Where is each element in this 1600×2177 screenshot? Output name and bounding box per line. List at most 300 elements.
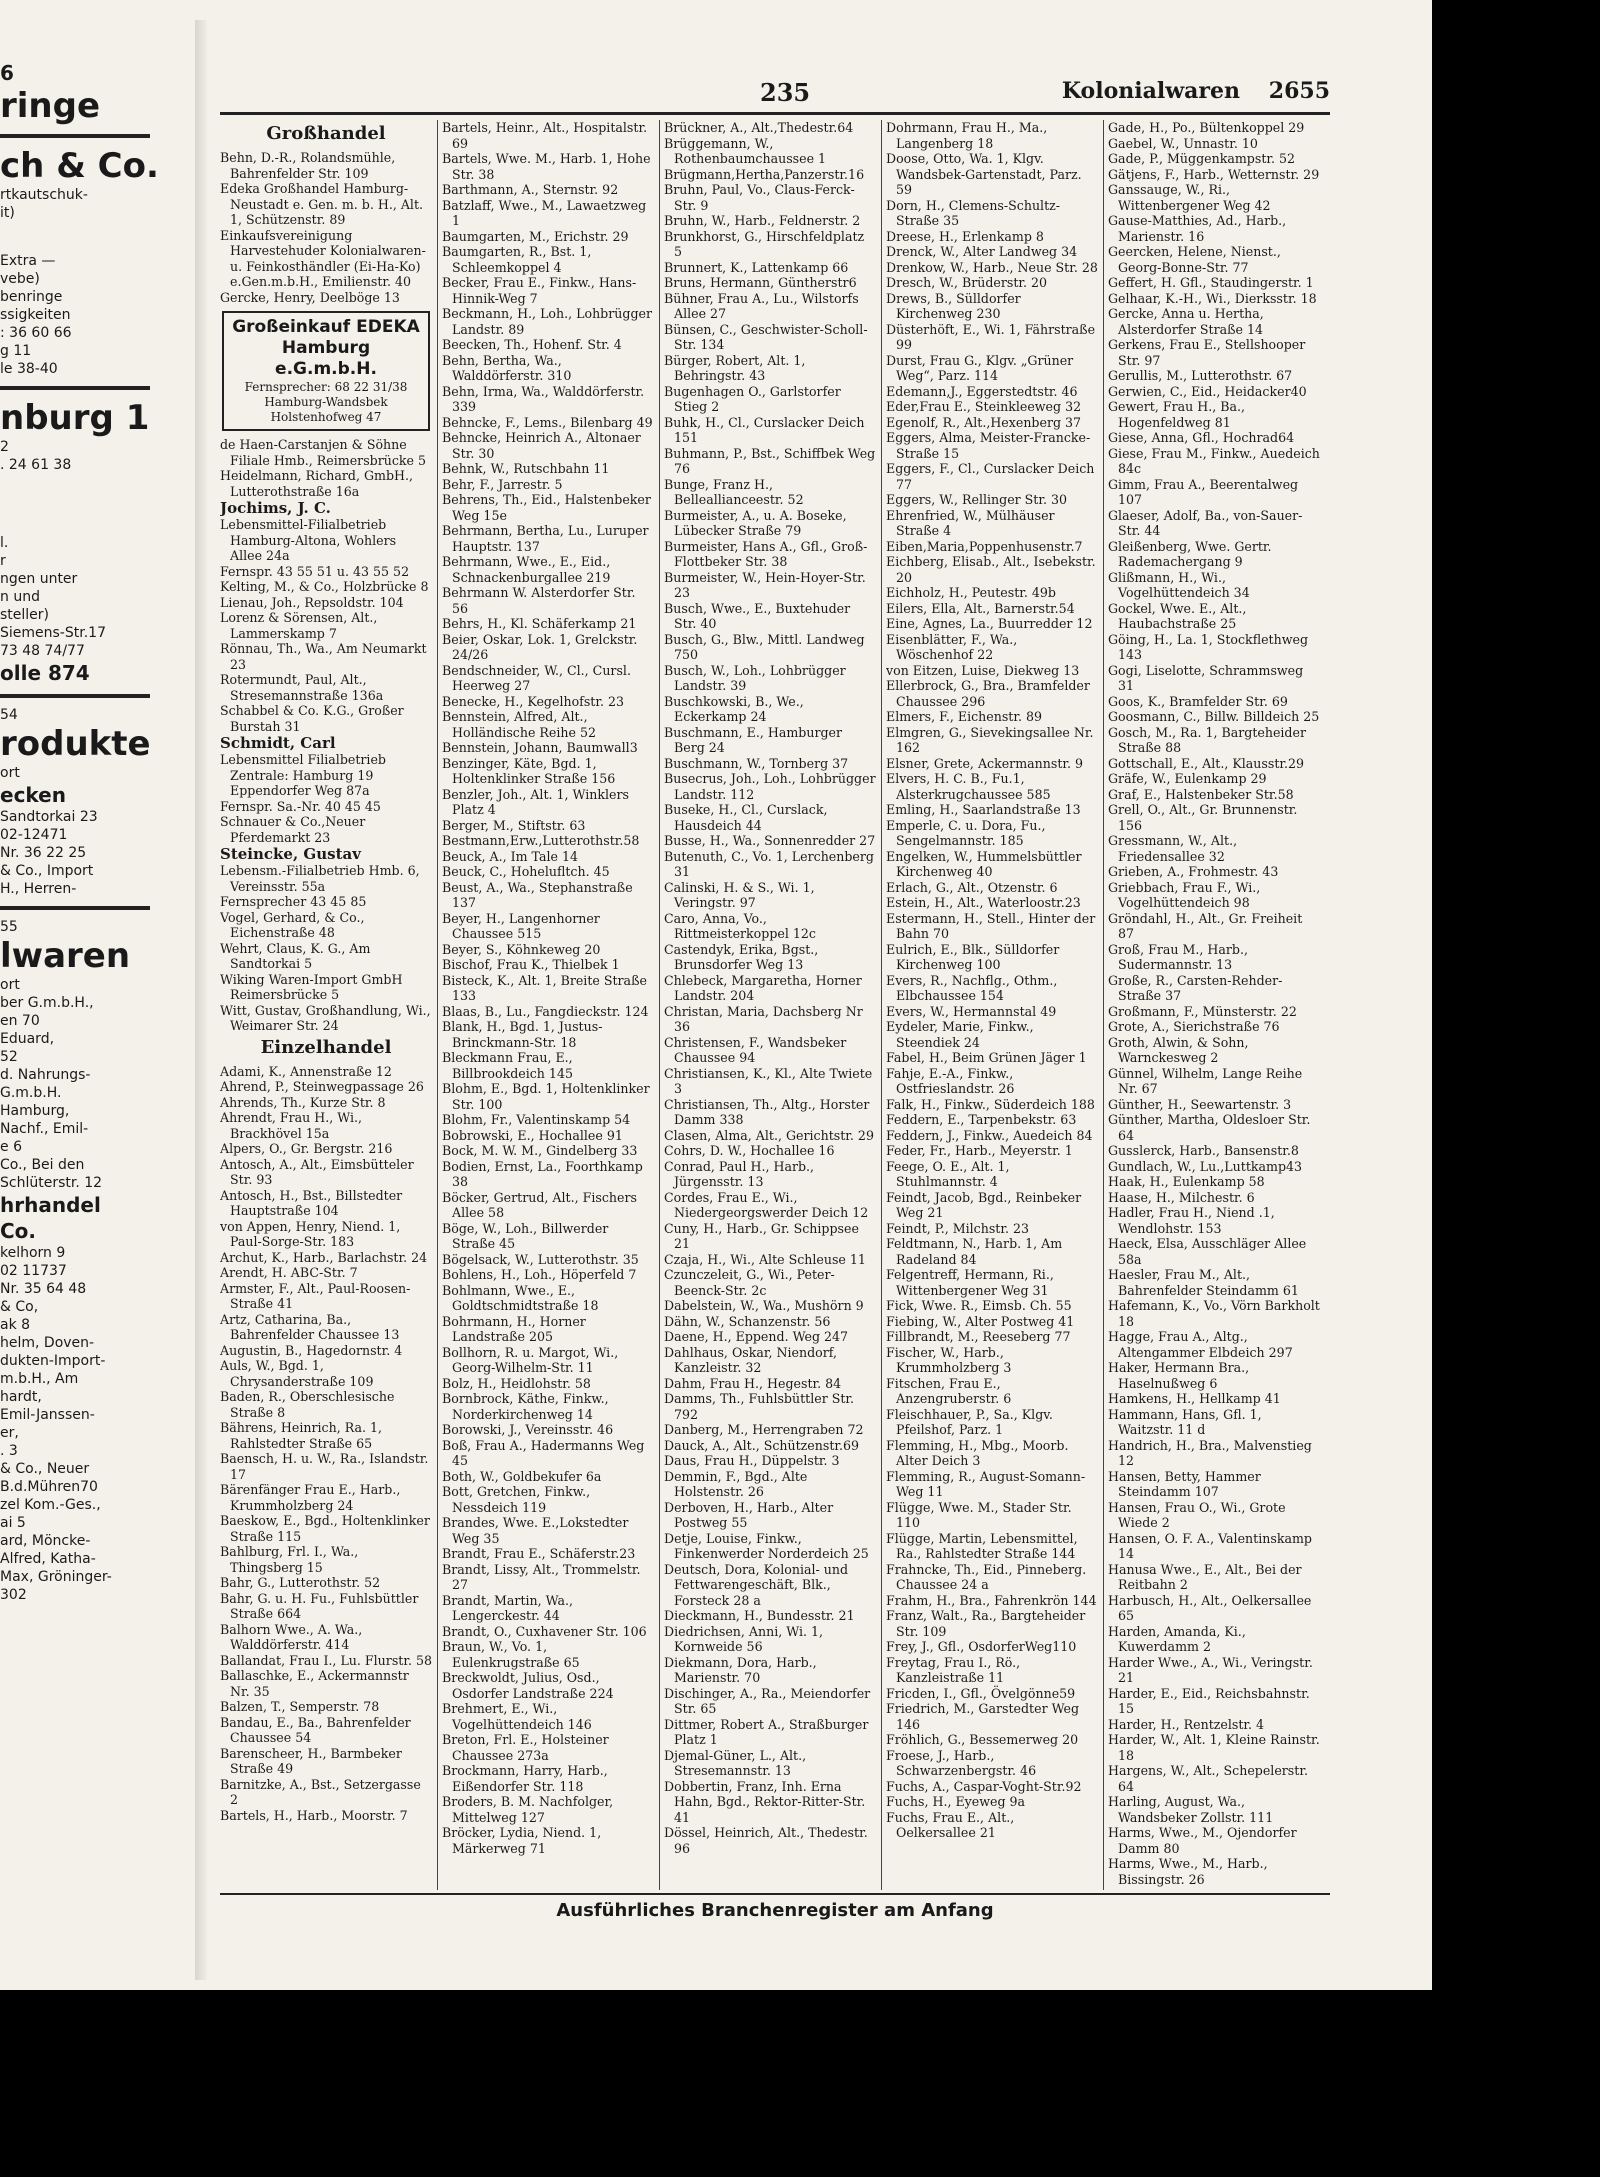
- directory-entry: Ballandat, Frau I., Lu. Flurstr. 58: [220, 1652, 432, 1668]
- firm-name-heading: Jochims, J. C.: [220, 499, 331, 517]
- directory-entry: Grieben, A., Frohmestr. 43: [1108, 864, 1279, 879]
- directory-entry: Brandt, O., Cuxhavener Str. 106: [442, 1623, 647, 1639]
- directory-entry: Dieckmann, H., Bundesstr. 21: [664, 1608, 855, 1623]
- fragment-line: 6: [0, 61, 14, 85]
- directory-entry: Behrmann, Bertha, Lu., Luruper Hauptstr. 137: [442, 523, 649, 554]
- directory-entry: Eggers, W., Rellinger Str. 30: [886, 492, 1068, 507]
- directory-entry: Behr, F., Jarrestr. 5: [442, 476, 563, 492]
- page-number: 235: [760, 78, 811, 107]
- directory-entry: Eine, Agnes, La., Buurredder 12: [886, 616, 1093, 631]
- directory-entry: Heidelmann, Richard, GmbH., Lutterothstraße 16a: [220, 468, 414, 499]
- directory-entry: Gleißenberg, Wwe. Gertr. Rademachergang 9: [1108, 538, 1272, 569]
- directory-entry: Graf, E., Halstenbeker Str.58: [1108, 786, 1294, 802]
- directory-entry: Beecken, Th., Hohenf. Str. 4: [442, 337, 622, 352]
- directory-entry: Castendyk, Erika, Bgst., Brunsdorfer Weg 13: [664, 941, 819, 972]
- directory-entry: Conrad, Paul H., Harb., Jürgensstr. 13: [664, 1158, 815, 1189]
- fragment-line: dukten-Import-: [0, 1353, 106, 1369]
- directory-entry: Buseke, H., Cl., Curslack, Hausdeich 44: [664, 802, 828, 833]
- fragment-line: lwaren: [0, 936, 131, 976]
- directory-entry: Artz, Catharina, Ba., Bahrenfelder Chaussee 13: [220, 1311, 400, 1342]
- fragment-line: le 38-40: [0, 361, 58, 377]
- directory-entry: Haeck, Elsa, Ausschläger Allee 58a: [1108, 1236, 1307, 1267]
- directory-entry: Haak, H., Eulenkamp 58: [1108, 1174, 1265, 1189]
- directory-entry: Blohm, Fr., Valentinskamp 54: [442, 1112, 631, 1127]
- directory-entry: Bodien, Ernst, La., Foorthkamp 38: [442, 1158, 643, 1189]
- ad-title-line: Hamburg e.G.m.b.H.: [275, 338, 377, 379]
- directory-entry: Baden, R., Oberschlesische Straße 8: [220, 1389, 395, 1420]
- directory-entry: Lebensmittel Filialbetrieb Zentrale: Hamburg 19 Eppendorfer Weg 87a: [220, 752, 386, 798]
- directory-entry: Bestmann,Erw.,Lutterothstr.58: [442, 833, 640, 848]
- directory-entry: Hansen, O. F. A., Valentinskamp 14: [1108, 1530, 1312, 1561]
- directory-entry: Gercke, Anna u. Hertha, Alsterdorfer Straße 14: [1108, 306, 1264, 337]
- fragment-line: Max, Gröninger-: [0, 1569, 112, 1585]
- fragment-line: B.d.Mühren70: [0, 1479, 98, 1495]
- fragment-line: ringe: [0, 86, 101, 126]
- directory-entry: Großmann, F., Münsterstr. 22: [1108, 1003, 1297, 1019]
- directory-entry: Doose, Otto, Wa. 1, Klgv. Wandsbek-Gartenstadt, Parz. 59: [886, 151, 1082, 197]
- directory-entry: Griebbach, Frau F., Wi., Vogelhüttendeich 98: [1108, 879, 1261, 910]
- directory-entry: Gaebel, W., Unnastr. 10: [1108, 135, 1258, 151]
- directory-entry: Bünsen, C., Geschwister-Scholl-Str. 134: [664, 321, 868, 352]
- directory-entry: Czunczeleit, G., Wi., Peter-Beenck-Str. 2c: [664, 1267, 835, 1298]
- directory-entry: Baeskow, E., Bgd., Holtenklinker Straße 115: [220, 1513, 430, 1544]
- directory-entry: Christan, Maria, Dachsberg Nr 36: [664, 1003, 863, 1034]
- directory-entry: Brockmann, Harry, Harb., Eißendorfer Str. 118: [442, 1763, 608, 1794]
- directory-entry: Hansen, Frau O., Wi., Grote Wiede 2: [1108, 1499, 1286, 1530]
- directory-entry: Blaas, B., Lu., Fangdieckstr. 124: [442, 1003, 649, 1019]
- fragment-line: rtkautschuk-: [0, 187, 88, 203]
- fragment-rule: [0, 694, 150, 698]
- directory-entry: Goos, K., Bramfelder Str. 69: [1108, 693, 1288, 709]
- page-header: [220, 70, 1330, 110]
- directory-entry: Goosmann, C., Billw. Billdeich 25: [1108, 709, 1320, 724]
- fragment-line: & Co,: [0, 1299, 39, 1315]
- directory-entry: Bandau, E., Ba., Bahrenfelder Chaussee 54: [220, 1714, 411, 1745]
- directory-entry: Auls, W., Bgd. 1, Chrysanderstraße 109: [220, 1358, 374, 1389]
- fragment-line: [0, 474, 190, 504]
- directory-entry: Behn, D.-R., Rolandsmühle, Bahrenfelder Str. 109: [220, 150, 396, 181]
- directory-entry: Fuchs, H., Eyeweg 9a: [886, 1794, 1026, 1809]
- directory-entry: Bröcker, Lydia, Niend. 1, Märkerweg 71: [442, 1825, 602, 1856]
- directory-entry: Elsner, Grete, Ackermannstr. 9: [886, 755, 1084, 771]
- directory-entry: Behn, Irma, Wa., Walddörferstr. 339: [442, 383, 645, 414]
- directory-entry: Danberg, M., Herrengraben 72: [664, 1422, 864, 1437]
- fragment-line: 302: [0, 1587, 27, 1603]
- directory-entry: Eiben,Maria,Poppenhusenstr.7: [886, 538, 1083, 554]
- fragment-line: vebe): [0, 271, 40, 287]
- directory-entry: Hargens, W., Alt., Schepelerstr. 64: [1108, 1763, 1308, 1794]
- directory-entry: Buschmann, E., Hamburger Berg 24: [664, 724, 843, 755]
- directory-entry: Butenuth, C., Vo. 1, Lerchenberg 31: [664, 848, 874, 879]
- directory-entry: Eggers, Alma, Meister-Francke-Straße 15: [886, 430, 1091, 461]
- directory-entry: Brunkhorst, G., Hirschfeldplatz 5: [664, 228, 865, 259]
- fragment-line: ecken: [0, 783, 66, 807]
- directory-entry: Antosch, H., Bst., Billstedter Hauptstraße 104: [220, 1187, 403, 1218]
- directory-entry: Becker, Frau E., Finkw., Hans-Hinnik-Weg 7: [442, 275, 637, 306]
- directory-entry: Deutsch, Dora, Kolonial- und Fettwarengeschäft, Blk., Forsteck 28 a: [664, 1561, 849, 1608]
- directory-entry: Geffert, H. Gfl., Staudingerstr. 1: [1108, 275, 1314, 290]
- fragment-line: ard, Möncke-: [0, 1533, 91, 1549]
- directory-entry: Ahrendt, Frau H., Wi., Brackhövel 15a: [220, 1110, 363, 1141]
- footer-rule: [220, 1893, 1330, 1895]
- directory-entry: Ballaschke, E., Ackermannstr Nr. 35: [220, 1668, 409, 1699]
- directory-entry: Emperle, C. u. Dora, Fu., Sengelmannstr. 185: [886, 817, 1046, 848]
- directory-entry: Gätjens, F., Harb., Wetternstr. 29: [1108, 166, 1320, 182]
- fragment-line: hardt,: [0, 1389, 42, 1405]
- directory-entry: Baumgarten, M., Erichstr. 29: [442, 228, 629, 244]
- directory-entry: Eydeler, Marie, Finkw., Steendiek 24: [886, 1019, 1034, 1050]
- fragment-line: m.b.H., Am: [0, 1371, 79, 1387]
- directory-entry: Calinski, H. & S., Wi. 1, Veringstr. 97: [664, 879, 815, 910]
- directory-entry: Beyer, S., Köhnkeweg 20: [442, 941, 601, 957]
- directory-entry: Fernsprecher 43 45 85: [220, 894, 367, 909]
- directory-entry: Gogi, Liselotte, Schrammsweg 31: [1108, 662, 1304, 693]
- directory-entry: Erlach, G., Alt., Otzenstr. 6: [886, 879, 1058, 895]
- directory-entry: Christiansen, Th., Altg., Horster Damm 338: [664, 1096, 870, 1127]
- directory-entry: Buhmann, P., Bst., Schiffbek Weg 76: [664, 445, 876, 476]
- fragment-line: d. Nahrungs-: [0, 1067, 91, 1083]
- directory-entry: Bollhorn, R. u. Margot, Wi., Georg-Wilhelm-Str. 11: [442, 1344, 619, 1375]
- directory-entry: Buschmann, W., Tornberg 37: [664, 755, 849, 771]
- directory-entry: Boß, Frau A., Hadermanns Weg 45: [442, 1437, 645, 1468]
- directory-entry: Lienau, Joh., Repsoldstr. 104: [220, 594, 404, 610]
- directory-entry: Emling, H., Saarlandstraße 13: [886, 802, 1081, 817]
- directory-entry: Busecrus, Joh., Loh., Lohbrügger Landstr. 112: [664, 771, 876, 802]
- directory-entry: Eulrich, E., Blk., Sülldorfer Kirchenweg 100: [886, 941, 1060, 972]
- directory-entry: Eggers, F., Cl., Curslacker Deich 77: [886, 461, 1095, 492]
- directory-entry: Benzinger, Käte, Bgd. 1, Holtenklinker Straße 156: [442, 755, 616, 786]
- directory-entry: Franz, Walt., Ra., Bargteheider Str. 109: [886, 1608, 1086, 1639]
- directory-entry: Gimm, Frau A., Beerentalweg 107: [1108, 476, 1299, 507]
- directory-entry: Chlebeck, Margaretha, Horner Landstr. 204: [664, 972, 862, 1003]
- directory-entry: Evers, W., Hermannstal 49: [886, 1003, 1057, 1019]
- directory-entry: Estein, H., Alt., Waterloostr.23: [886, 895, 1081, 910]
- directory-entry: Gerullis, M., Lutterothstr. 67: [1108, 368, 1293, 383]
- fragment-line: ssigkeiten: [0, 307, 71, 323]
- directory-entry: Friedrich, M., Garstedter Weg 146: [886, 1701, 1080, 1732]
- directory-entry: Vogel, Gerhard, & Co., Eichenstraße 48: [220, 909, 365, 940]
- directory-entry: Ahrend, P., Steinwegpassage 26: [220, 1079, 424, 1094]
- ad-detail-line: Fernsprecher: 68 22 31/38: [244, 380, 408, 394]
- directory-entry: Behrmann, Wwe., E., Eid., Schnackenburgallee 219: [442, 554, 611, 585]
- directory-entry: Feege, O. E., Alt. 1, Stuhlmannstr. 4: [886, 1158, 1010, 1189]
- directory-entry: Burmeister, W., Hein-Hoyer-Str. 23: [664, 569, 866, 600]
- directory-entry: Bott, Gretchen, Finkw., Nessdeich 119: [442, 1484, 591, 1515]
- fragment-line: ak 8: [0, 1317, 31, 1333]
- directory-entry: Feddern, J., Finkw., Auedeich 84: [886, 1127, 1093, 1143]
- fragment-line: nburg 1: [0, 398, 150, 438]
- directory-entry: Dorn, H., Clemens-Schultz-Straße 35: [886, 197, 1061, 228]
- directory-entry: Diekmann, Dora, Harb., Marienstr. 70: [664, 1654, 817, 1685]
- directory-entry: Barthmann, A., Sternstr. 92: [442, 182, 619, 197]
- directory-entry: Groß, Frau M., Harb., Sudermannstr. 13: [1108, 941, 1248, 972]
- section-heading: Einzelhandel: [260, 1036, 392, 1058]
- directory-entry: Beuck, C., Hohelufltch. 45: [442, 864, 610, 879]
- directory-entry: Evers, R., Nachflg., Othm., Elbchaussee 154: [886, 972, 1058, 1003]
- directory-entry: Fernspr. 43 55 51 u. 43 55 52: [220, 563, 410, 579]
- directory-entry: Behn, Bertha, Wa., Walddörferstr. 310: [442, 352, 572, 383]
- directory-entry: Drenkow, W., Harb., Neue Str. 28: [886, 259, 1098, 275]
- directory-entry: Barenscheer, H., Barmbeker Straße 49: [220, 1745, 402, 1776]
- directory-entry: Harbusch, H., Alt., Oelkersallee 65: [1108, 1592, 1312, 1623]
- fragment-line: Alfred, Katha-: [0, 1551, 96, 1567]
- directory-entry: Flemming, H., Mbg., Moorb. Alter Deich 3: [886, 1437, 1069, 1468]
- directory-entry: Cuny, H., Harb., Gr. Schippsee 21: [664, 1220, 859, 1251]
- directory-entry: Bendschneider, W., Cl., Cursl. Heerweg 27: [442, 662, 631, 693]
- directory-entry: Wehrt, Claus, K. G., Am Sandtorkai 5: [220, 940, 371, 971]
- directory-entry: Einkaufsvereinigung Harvestehuder Kolonialwaren- u. Feinkosthändler (Ei-Ha-Ko) e.Gen.m.b.H., Emilienstr. 40: [220, 227, 426, 289]
- directory-entry: Bischof, Frau K., Thielbek 1: [442, 957, 620, 972]
- directory-entry: Bennstein, Johann, Baumwall3: [442, 740, 638, 755]
- directory-entry: Bock, M. W. M., Gindelberg 33: [442, 1143, 638, 1158]
- directory-entry: Feindt, Jacob, Bgd., Reinbeker Weg 21: [886, 1189, 1082, 1220]
- directory-entry: Feindt, P., Milchstr. 23: [886, 1220, 1030, 1236]
- directory-entry: Hadler, Frau H., Niend .1, Wendlohstr. 153: [1108, 1205, 1275, 1236]
- fragment-line: ai 5: [0, 1515, 26, 1531]
- directory-entry: Gade, H., Po., Bültenkoppel 29: [1108, 120, 1305, 135]
- directory-entry: Lebensmittel-Filialbetrieb Hamburg-Altona, Wohlers Allee 24a: [220, 517, 397, 563]
- directory-entry: Detje, Louise, Finkw., Finkenwerder Norderdeich 25: [664, 1530, 869, 1561]
- directory-entry: Archut, K., Harb., Barlachstr. 24: [220, 1249, 428, 1265]
- directory-entry: Bohrmann, H., Horner Landstraße 205: [442, 1313, 586, 1344]
- directory-entry: Cohrs, D. W., Hochallee 16: [664, 1143, 835, 1158]
- fragment-line: 02-12471: [0, 827, 68, 843]
- directory-entry: Drenck, W., Alter Landweg 34: [886, 244, 1078, 259]
- directory-entry: Clasen, Alma, Alt., Gerichtstr. 29: [664, 1127, 874, 1143]
- directory-entry: Gosch, M., Ra. 1, Bargteheider Straße 88: [1108, 724, 1306, 755]
- page-footer: Ausführliches Branchenregister am Anfang: [556, 1900, 994, 1921]
- directory-entry: Handrich, H., Bra., Malvenstieg 12: [1108, 1437, 1312, 1468]
- directory-entry: Baensch, H. u. W., Ra., Islandstr. 17: [220, 1451, 429, 1482]
- directory-entry: Burmeister, Hans A., Gfl., Groß-Flottbeker Str. 38: [664, 538, 868, 569]
- directory-entry: Blank, H., Bgd. 1, Justus-Brinckmann-Str. 18: [442, 1019, 603, 1050]
- fragment-line: Co., Bei den: [0, 1157, 85, 1173]
- directory-entry: Gundlach, W., Lu.,Luttkamp43: [1108, 1158, 1303, 1174]
- directory-entry: Grote, A., Sierichstraße 76: [1108, 1019, 1280, 1034]
- directory-entry: Beier, Oskar, Lok. 1, Grelckstr. 24/26: [442, 631, 638, 662]
- directory-entry: Günther, Martha, Oldesloer Str. 64: [1108, 1112, 1311, 1143]
- fragment-line: ber G.m.b.H.,: [0, 995, 94, 1011]
- directory-entry: Elmers, F., Eichenstr. 89: [886, 709, 1043, 724]
- directory-entry: Böcker, Gertrud, Alt., Fischers Allee 58: [442, 1189, 637, 1220]
- fragment-line: H., Herren-: [0, 881, 77, 897]
- directory-entry: Göing, H., La. 1, Stockflethweg 143: [1108, 631, 1309, 662]
- fragment-line: e 6: [0, 1139, 22, 1155]
- fragment-line: 54: [0, 707, 18, 723]
- directory-entry: von Appen, Henry, Niend. 1, Paul-Sorge-Str. 183: [220, 1218, 401, 1249]
- fragment-line: Hamburg,: [0, 1103, 70, 1119]
- directory-entry: Haker, Hermann Bra., Haselnußweg 6: [1108, 1360, 1250, 1391]
- listing-column-2: [442, 120, 654, 1900]
- section-title: Kolonialwaren: [1061, 78, 1240, 104]
- directory-entry: Bahlburg, Frl. I., Wa., Thingsberg 15: [220, 1544, 359, 1575]
- directory-entry: Diedrichsen, Anni, Wi. 1, Kornweide 56: [664, 1623, 824, 1654]
- directory-entry: Hammann, Hans, Gfl. 1, Waitzstr. 11 d: [1108, 1406, 1262, 1437]
- directory-entry: Breton, Frl. E., Holsteiner Chaussee 273a: [442, 1732, 609, 1763]
- directory-entry: Bärenfänger Frau E., Harb., Krummholzberg 24: [220, 1482, 401, 1513]
- directory-entry: Bruhn, W., Harb., Feldnerstr. 2: [664, 213, 861, 228]
- directory-entry: Schabbel & Co. K.G., Großer Burstah 31: [220, 703, 404, 734]
- directory-entry: Blohm, E., Bgd. 1, Holtenklinker Str. 100: [442, 1081, 650, 1112]
- directory-entry: Elvers, H. C. B., Fu.1, Alsterkrugchaussee 585: [886, 771, 1051, 802]
- directory-entry: Brandt, Martin, Wa., Lengerckestr. 44: [442, 1592, 574, 1623]
- directory-entry: Behncke, Heinrich A., Altonaer Str. 30: [442, 430, 641, 461]
- listing-column-1: [220, 120, 432, 1900]
- directory-entry: Dähn, W., Schanzenstr. 56: [664, 1313, 831, 1329]
- directory-entry: Harder Wwe., A., Wi., Veringstr. 21: [1108, 1654, 1313, 1685]
- fragment-line: l.: [0, 535, 9, 551]
- directory-entry: Braun, W., Vo. 1, Eulenkrugstraße 65: [442, 1639, 580, 1670]
- directory-entry: Balzen, T., Semperstr. 78: [220, 1699, 380, 1714]
- directory-entry: Bartels, H., Harb., Moorstr. 7: [220, 1807, 408, 1823]
- directory-entry: Dauck, A., Alt., Schützenstr.69: [664, 1437, 860, 1453]
- directory-entry: Broders, B. M. Nachfolger, Mittelweg 127: [442, 1794, 614, 1825]
- directory-entry: Bornbrock, Käthe, Finkw., Norderkirchenweg 14: [442, 1391, 609, 1422]
- directory-entry: Bögelsack, W., Lutterothstr. 35: [442, 1251, 639, 1267]
- directory-entry: Czaja, H., Wi., Alte Schleuse 11: [664, 1251, 866, 1267]
- fragment-line: ngen unter: [0, 571, 78, 587]
- directory-entry: Giese, Anna, Gfl., Hochrad64: [1108, 430, 1295, 445]
- directory-entry: Bährens, Heinrich, Ra. 1, Rahlstedter Straße 65: [220, 1420, 383, 1451]
- fragment-line: Co.: [0, 1219, 37, 1243]
- adjacent-page-fragment: [0, 60, 190, 1960]
- directory-entry: Groth, Alwin, & Sohn, Warnckesweg 2: [1108, 1034, 1249, 1065]
- directory-entry: Bruns, Hermann, Güntherstr6: [664, 275, 857, 290]
- directory-entry: Fabel, H., Beim Grünen Jäger 1: [886, 1050, 1087, 1065]
- directory-entry: Dabelstein, W., Wa., Mushörn 9: [664, 1298, 864, 1313]
- directory-entry: Bohlmann, Wwe., E., Goldtschmidtstraße 18: [442, 1282, 599, 1313]
- fragment-line: Extra —: [0, 253, 56, 269]
- directory-entry: Brückner, A., Alt.,Thedestr.64: [664, 120, 854, 135]
- directory-entry: Brügmann,Hertha,Panzerstr.16: [664, 166, 865, 182]
- fragment-line: [0, 504, 190, 534]
- fragment-line: steller): [0, 607, 50, 623]
- directory-entry: Breckwoldt, Julius, Osd., Osdorfer Landstraße 224: [442, 1670, 614, 1701]
- fragment-rule: [0, 134, 150, 138]
- listing-column-4: [886, 120, 1098, 1900]
- directory-entry: Brandt, Frau E., Schäferstr.23: [442, 1546, 636, 1561]
- fragment-line: Sandtorkai 23: [0, 809, 98, 825]
- directory-entry: Harms, Wwe., M., Harb., Bissingstr. 26: [1108, 1856, 1268, 1887]
- directory-entry: Bolz, H., Heidlohstr. 58: [442, 1375, 591, 1391]
- directory-entry: Feldtmann, N., Harb. 1, Am Radeland 84: [886, 1236, 1063, 1267]
- directory-entry: Hagge, Frau A., Altg., Altengammer Elbdeich 297: [1108, 1329, 1293, 1360]
- directory-entry: Harder, W., Alt. 1, Kleine Rainstr. 18: [1108, 1732, 1320, 1763]
- directory-entry: Eisenblätter, F., Wa., Wöschenhof 22: [886, 631, 1018, 662]
- directory-entry: Brandes, Wwe. E.,Lokstedter Weg 35: [442, 1515, 629, 1546]
- fragment-line: n und: [0, 589, 40, 605]
- fragment-line: Emil-Janssen-: [0, 1407, 95, 1423]
- directory-entry: Baumgarten, R., Bst. 1, Schleemkoppel 4: [442, 244, 592, 275]
- directory-entry: Beust, A., Wa., Stephanstraße 137: [442, 879, 633, 910]
- directory-entry: Bohlens, H., Loh., Höperfeld 7: [442, 1267, 637, 1282]
- directory-entry: Benecke, H., Kegelhofstr. 23: [442, 693, 625, 709]
- directory-entry: Behncke, F., Lems., Bilenbarg 49: [442, 414, 653, 430]
- directory-entry: Daus, Frau H., Düppelstr. 3: [664, 1453, 840, 1468]
- fragment-line: 2: [0, 439, 9, 455]
- directory-entry: Bleckmann Frau, E., Billbrookdeich 145: [442, 1050, 573, 1081]
- directory-entry: Wiking Waren-Import GmbH Reimersbrücke 5: [220, 971, 403, 1002]
- directory-entry: Eichberg, Elisab., Alt., Isebekstr. 20: [886, 554, 1096, 585]
- directory-entry: Frey, J., Gfl., OsdorferWeg110: [886, 1639, 1077, 1654]
- directory-entry: Günnel, Wilhelm, Lange Reihe Nr. 67: [1108, 1065, 1303, 1096]
- fragment-line: Schlüterstr. 12: [0, 1175, 103, 1191]
- section-heading: Großhandel: [266, 123, 386, 144]
- fragment-line: g 11: [0, 343, 32, 359]
- directory-entry: Dittmer, Robert A., Straßburger Platz 1: [664, 1716, 869, 1747]
- section-page-number: 2655: [1268, 78, 1330, 104]
- directory-entry: Fricden, I., Gfl., Övelgönne59: [886, 1685, 1076, 1701]
- directory-entry: Eichholz, H., Peutestr. 49b: [886, 585, 1056, 600]
- fragment-line: olle 874: [0, 661, 90, 685]
- directory-entry: Fuchs, A., Caspar-Voght-Str.92: [886, 1778, 1082, 1794]
- directory-entry: Fleischhauer, P., Sa., Klgv. Pfeilshof, Parz. 1: [886, 1406, 1053, 1437]
- directory-entry: Ellerbrock, G., Bra., Bramfelder Chaussee 296: [886, 678, 1090, 709]
- listing-columns: [220, 120, 1330, 1900]
- directory-entry: Caro, Anna, Vo., Rittmeisterkoppel 12c: [664, 910, 816, 941]
- directory-entry: Fahje, E.-A., Finkw., Ostfrieslandstr. 26: [886, 1065, 1015, 1096]
- directory-entry: Beuck, A., Im Tale 14: [442, 848, 578, 864]
- directory-entry: Durst, Frau G., Klgv. „Grüner Weg“, Parz. 114: [886, 352, 1074, 383]
- directory-entry: Brüggemann, W., Rothenbaumchaussee 1: [664, 135, 827, 166]
- ad-detail-line: Holstenhofweg 47: [270, 410, 382, 424]
- directory-entry: Böge, W., Loh., Billwerder Straße 45: [442, 1220, 609, 1251]
- directory-entry: Barnitzke, A., Bst., Setzergasse 2: [220, 1776, 421, 1807]
- directory-entry: Eilers, Ella, Alt., Barnerstr.54: [886, 600, 1075, 616]
- directory-entry: Bahr, G., Lutterothstr. 52: [220, 1575, 381, 1590]
- directory-entry: Flügge, Martin, Lebensmittel, Ra., Rahlstedter Straße 144: [886, 1530, 1078, 1561]
- directory-entry: Dreese, H., Erlenkamp 8: [886, 228, 1044, 244]
- listing-column-3: [664, 120, 876, 1900]
- directory-entry: Behrmann W. Alsterdorfer Str. 56: [442, 585, 636, 616]
- fragment-line: it): [0, 205, 15, 221]
- directory-entry: Egenolf, R., Alt.,Hexenberg 37: [886, 414, 1082, 430]
- directory-entry: Fischer, W., Harb., Krummholzberg 3: [886, 1344, 1012, 1375]
- advertisement-box: [222, 311, 430, 431]
- directory-entry: Bunge, Franz H., Belleallianceestr. 52: [664, 476, 804, 507]
- directory-entry: Frahm, H., Bra., Fahrenkrön 144: [886, 1592, 1097, 1608]
- directory-entry: Giese, Frau M., Finkw., Auedeich 84c: [1108, 445, 1320, 476]
- directory-entry: Edeka Großhandel Hamburg-Neustadt e. Gen. m. b. H., Alt. 1, Schützenstr. 89: [220, 181, 424, 227]
- firm-name-heading: Schmidt, Carl: [220, 734, 336, 752]
- fragment-line: 73 48 74/77: [0, 643, 85, 659]
- directory-entry: Glaeser, Adolf, Ba., von-Sauer-Str. 44: [1108, 507, 1303, 538]
- directory-entry: Behnk, W., Rutschbahn 11: [442, 461, 610, 476]
- fragment-line: Nachf., Emil-: [0, 1121, 89, 1137]
- fragment-line: hrhandel: [0, 1193, 101, 1217]
- directory-entry: Hanusa Wwe., E., Alt., Bei der Reitbahn 2: [1108, 1561, 1302, 1592]
- directory-entry: Dahm, Frau H., Hegestr. 84: [664, 1375, 842, 1391]
- directory-entry: Bürger, Robert, Alt. 1, Behringstr. 43: [664, 352, 806, 383]
- directory-entry: Fitschen, Frau E., Anzengruberstr. 6: [886, 1375, 1012, 1406]
- fragment-line: helm, Doven-: [0, 1335, 95, 1351]
- directory-entry: Bobrowski, E., Hochallee 91: [442, 1127, 623, 1143]
- directory-entry: Bahr, G. u. H. Fu., Fuhlsbüttler Straße 664: [220, 1590, 419, 1621]
- directory-entry: Bennstein, Alfred, Alt., Holländische Reihe 52: [442, 709, 596, 740]
- fragment-line: . 24 61 38: [0, 457, 72, 473]
- fragment-line: er,: [0, 1425, 19, 1441]
- directory-entry: Both, W., Goldbekufer 6a: [442, 1468, 602, 1484]
- directory-entry: Glißmann, H., Wi., Vogelhüttendeich 34: [1108, 569, 1250, 600]
- directory-entry: Ahrends, Th., Kurze Str. 8: [220, 1094, 386, 1110]
- directory-entry: Bruhn, Paul, Vo., Claus-Ferck-Str. 9: [664, 182, 855, 213]
- directory-entry: Froese, J., Harb., Schwarzenbergstr. 46: [886, 1747, 1037, 1778]
- directory-entry: Elmgren, G., Sievekingsallee Nr. 162: [886, 724, 1094, 755]
- fragment-line: G.m.b.H.: [0, 1085, 62, 1101]
- directory-entry: Gewert, Frau H., Ba., Hogenfeldweg 81: [1108, 399, 1245, 430]
- directory-entry: Harder, H., Rentzelstr. 4: [1108, 1716, 1265, 1732]
- directory-entry: Dohrmann, Frau H., Ma., Langenberg 18: [886, 120, 1048, 151]
